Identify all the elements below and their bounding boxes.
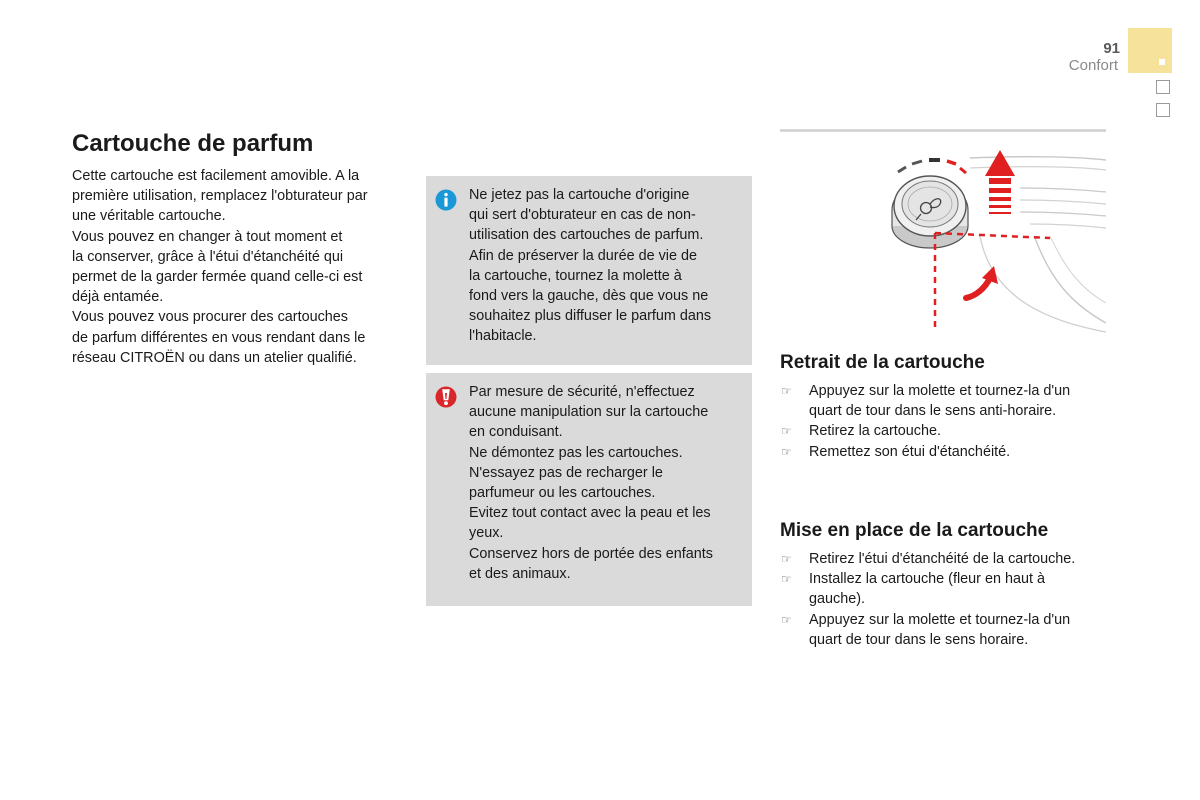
text-line: de parfum différentes en vous rendant dans le — [72, 329, 366, 346]
info-notice-text — [469, 185, 739, 347]
text-line: Par mesure de sécurité, n'effectuez — [469, 384, 695, 400]
section-tab-empty — [1156, 103, 1170, 117]
text-line: la conserver, grâce à l'étui d'étanchéité qui — [72, 248, 344, 265]
list-item — [780, 549, 1110, 569]
removal-steps — [780, 381, 1110, 462]
section-tab-active — [1128, 28, 1172, 73]
page-title: Cartouche de parfum — [72, 130, 314, 157]
installation-steps — [780, 549, 1110, 650]
text-line: permet de la garder fermée quand celle-ci est — [72, 269, 363, 286]
text-line: Conservez hors de portée des enfants — [469, 545, 713, 562]
page-number: 91 — [1103, 40, 1120, 57]
pointing-hand-icon: ☞ — [781, 424, 792, 439]
text-line: utilisation des cartouches de parfum. — [469, 227, 704, 244]
text-line: souhaitez plus diffuser le parfum dans — [469, 308, 712, 325]
list-item — [780, 421, 1110, 441]
text-line: une véritable cartouche. — [72, 208, 226, 225]
pointing-hand-icon: ☞ — [781, 444, 792, 459]
info-icon — [435, 189, 457, 211]
section-tab-empty — [1156, 80, 1170, 94]
pointing-hand-icon: ☞ — [781, 552, 792, 566]
warning-notice-text — [469, 382, 739, 584]
text-line: quart de tour dans le sens horaire. — [809, 631, 1029, 648]
pointing-hand-icon: ☞ — [781, 384, 792, 398]
text-line: parfumeur ou les cartouches. — [469, 485, 656, 502]
text-line: N'essayez pas de recharger le — [469, 464, 663, 481]
text-line: Vous pouvez vous procurer des cartouches — [72, 309, 348, 326]
section-name: Confort — [1068, 57, 1118, 74]
pointing-hand-icon: ☞ — [781, 572, 792, 587]
text-line: Appuyez sur la molette et tournez-la d'un — [809, 383, 1071, 399]
text-line: Retirez l'étui d'étanchéité de la cartouche. — [809, 551, 1076, 567]
text-line: première utilisation, remplacez l'obturateur par — [72, 188, 368, 205]
list-item — [780, 569, 1110, 609]
removal-title: Retrait de la cartouche — [780, 352, 985, 373]
text-line: réseau CITROËN ou dans un atelier qualifié. — [72, 349, 357, 366]
info-notice — [426, 176, 752, 365]
intro-paragraph — [72, 166, 402, 368]
text-line: Cette cartouche est facilement amovible. A la — [72, 168, 360, 184]
installation-title: Mise en place de la cartouche — [780, 520, 1049, 541]
text-line: Evitez tout contact avec la peau et les — [469, 505, 711, 522]
text-line: Installez la cartouche (fleur en haut à — [809, 571, 1045, 588]
text-line: yeux. — [469, 525, 504, 542]
text-line: gauche). — [809, 591, 866, 608]
text-line: l'habitacle. — [469, 328, 537, 345]
text-line: Vous pouvez en changer à tout moment et — [72, 228, 343, 245]
text-line: Ne jetez pas la cartouche d'origine — [469, 187, 690, 203]
perfume-diffuser-illustration — [780, 128, 1106, 334]
text-line: la cartouche, tournez la molette à — [469, 267, 682, 284]
text-line: aucune manipulation sur la cartouche — [469, 404, 709, 421]
list-item — [780, 381, 1110, 421]
text-line: Afin de préserver la durée de vie de — [469, 247, 697, 264]
list-item — [780, 610, 1110, 650]
text-line: déjà entamée. — [72, 289, 164, 306]
warning-notice — [426, 373, 752, 606]
pointing-hand-icon: ☞ — [781, 612, 792, 627]
text-line: Appuyez sur la molette et tournez-la d'un — [809, 611, 1071, 628]
text-line: quart de tour dans le sens anti-horaire. — [809, 403, 1057, 420]
section-tab-marker — [1159, 59, 1165, 65]
text-line: Ne démontez pas les cartouches. — [469, 444, 683, 461]
text-line: fond vers la gauche, dès que vous ne — [469, 288, 709, 305]
text-line: et des animaux. — [469, 565, 571, 582]
text-line: Retirez la cartouche. — [809, 423, 941, 440]
text-line: qui sert d'obturateur en cas de non- — [469, 207, 696, 224]
text-line: Remettez son étui d'étanchéité. — [809, 443, 1011, 460]
text-line: en conduisant. — [469, 424, 563, 441]
list-item — [780, 442, 1110, 462]
warning-icon — [435, 386, 457, 408]
